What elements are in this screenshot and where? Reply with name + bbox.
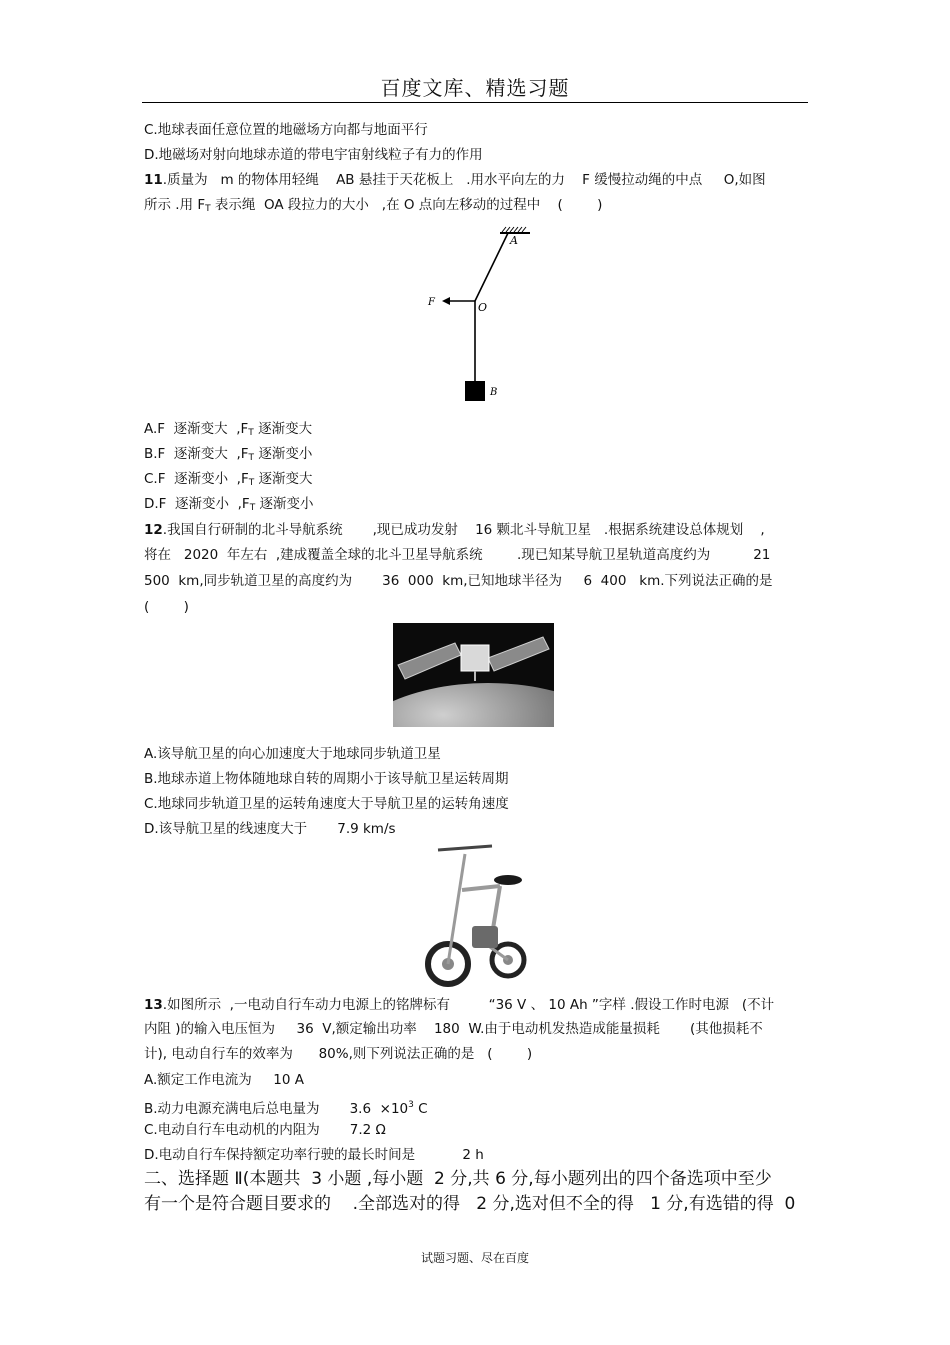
q11-option-d-post: 逐渐变小: [255, 496, 314, 512]
q11-option-b-sub: T: [248, 453, 255, 463]
label-o: O: [478, 301, 488, 314]
q11-stem-text-2a: 所示 .用 F: [144, 197, 206, 213]
q11-stem-line-2: [144, 196, 602, 218]
q11-option-d: [144, 495, 313, 517]
q11-option-a-pre: A.F 逐渐变大 ,F: [144, 421, 249, 437]
force-f-arrowhead: [442, 297, 450, 305]
q11-option-d-sub: T: [249, 503, 256, 513]
q11-stem-text-2b: 表示绳 OA 段拉力的大小 ,在 O 点向左移动的过程中 ( ): [210, 197, 603, 213]
q11-option-a-sub: T: [248, 428, 254, 438]
q11-option-c-pre: C.F 逐渐变小 ,F: [144, 471, 249, 487]
q12-option-a: A.该导航卫星的向心加速度大于地球同步轨道卫星: [144, 746, 441, 762]
handlebar: [438, 846, 492, 850]
q13-option-b-exponent: 3: [408, 1100, 414, 1110]
q11-stem-line-1: [144, 171, 766, 189]
q11-option-a-post: 逐渐变大: [253, 421, 313, 437]
page-header-title: 百度文库、精选习题: [380, 76, 570, 100]
rope-segment-ao: [475, 233, 508, 301]
q12-stem-text-1: .我国自行研制的北斗导航系统 ,现已成功发射 16 颗北斗导航卫星 .根据系统建设总体规划 ,: [162, 522, 765, 538]
q13-stem-text-1: .如图所示 ,一电动自行车动力电源上的铭牌标有 “36 V 、 10 Ah ”字样 .假设工作时电源 (不计: [162, 997, 775, 1013]
q13-number: 13: [144, 997, 163, 1013]
q13-option-a: A.额定工作电流为 10 A: [144, 1072, 304, 1088]
q11-option-a: [144, 420, 312, 442]
q10-option-c: C.地球表面任意位置的地磁场方向都与地面平行: [144, 122, 428, 138]
q11-stem-text-1: .质量为 m 的物体用轻绳 AB 悬挂于天花板上 .用水平向左的力 F 缓慢拉动绳的中点 O,如图: [162, 172, 766, 188]
q11-option-b: [144, 445, 312, 467]
label-a: A: [510, 234, 518, 247]
seat-icon: [494, 875, 522, 885]
header-divider: [142, 102, 808, 103]
q13-stem-line-2: 内阻 )的输入电压恒为 36 V,额定输出功率 180 W.由于电动机发热造成能量损耗 (其他损耗不: [144, 1021, 763, 1037]
battery-motor-box: [472, 926, 498, 948]
q13-option-b-post: C: [413, 1101, 428, 1117]
label-f: F: [428, 297, 435, 308]
section2-heading-line-1: 二、选择题 Ⅱ(本题共 3 小题 ,每小题 2 分,共 6 分,每小题列出的四个备选项中至少: [144, 1169, 772, 1189]
q11-option-c-sub: T: [248, 478, 255, 488]
q11-option-b-post: 逐渐变小: [254, 446, 313, 462]
satellite-photo: [393, 623, 554, 727]
q11-subscript: T: [205, 204, 211, 214]
label-b: B: [490, 387, 498, 398]
q11-option-c-post: 逐渐变大: [254, 471, 313, 487]
satellite-body-icon: [461, 645, 489, 671]
q13-option-d: D.电动自行车保持额定功率行驶的最长时间是 2 h: [144, 1147, 484, 1163]
q11-option-d-pre: D.F 逐渐变小 ,F: [144, 496, 250, 512]
q12-option-d: D.该导航卫星的线速度大于 7.9 km/s: [144, 821, 396, 837]
q13-stem-line-1: [144, 996, 774, 1014]
q13-option-c: C.电动自行车电动机的内阻为 7.2 Ω: [144, 1122, 386, 1138]
q13-option-b: [144, 1096, 428, 1118]
q11-option-c: [144, 470, 313, 492]
q12-option-b: B.地球赤道上物体随地球自转的周期小于该导航卫星运转周期: [144, 771, 509, 787]
electric-bicycle-photo: [420, 842, 530, 987]
q11-option-b-pre: B.F 逐渐变大 ,F: [144, 446, 249, 462]
q12-stem-line-3: 500 km,同步轨道卫星的高度约为 36 000 km,已知地球半径为 6 400 km.下列说法正确的是: [144, 573, 773, 589]
q11-number: 11: [144, 172, 163, 188]
q12-stem-line-1: [144, 521, 765, 539]
q13-option-b-pre: B.动力电源充满电后总电量为 3.6 ×10: [144, 1101, 409, 1117]
q12-number: 12: [144, 522, 163, 538]
top-tube: [462, 886, 500, 890]
section2-heading-line-2: 有一个是符合题目要求的 .全部选对的得 2 分,选对但不全的得 1 分,有选错的得 0: [144, 1194, 796, 1214]
ceiling-hatching: [502, 227, 526, 232]
q12-stem-line-2: 将在 2020 年左右 ,建成覆盖全球的北斗卫星导航系统 .现已知某导航卫星轨道高度约为 21: [144, 547, 771, 563]
q12-option-c: C.地球同步轨道卫星的运转角速度大于导航卫星的运转角速度: [144, 796, 509, 812]
page-footer: 试题习题、尽在百度: [420, 1251, 529, 1265]
hanging-block-b: [465, 381, 485, 401]
q10-option-d: D.地磁场对射向地球赤道的带电宇宙射线粒子有力的作用: [144, 147, 483, 163]
q12-stem-line-4: ( ): [144, 599, 189, 615]
q13-stem-line-3: 计), 电动自行车的效率为 80%,则下列说法正确的是 ( ): [144, 1046, 533, 1062]
q11-rope-diagram: [420, 225, 530, 405]
